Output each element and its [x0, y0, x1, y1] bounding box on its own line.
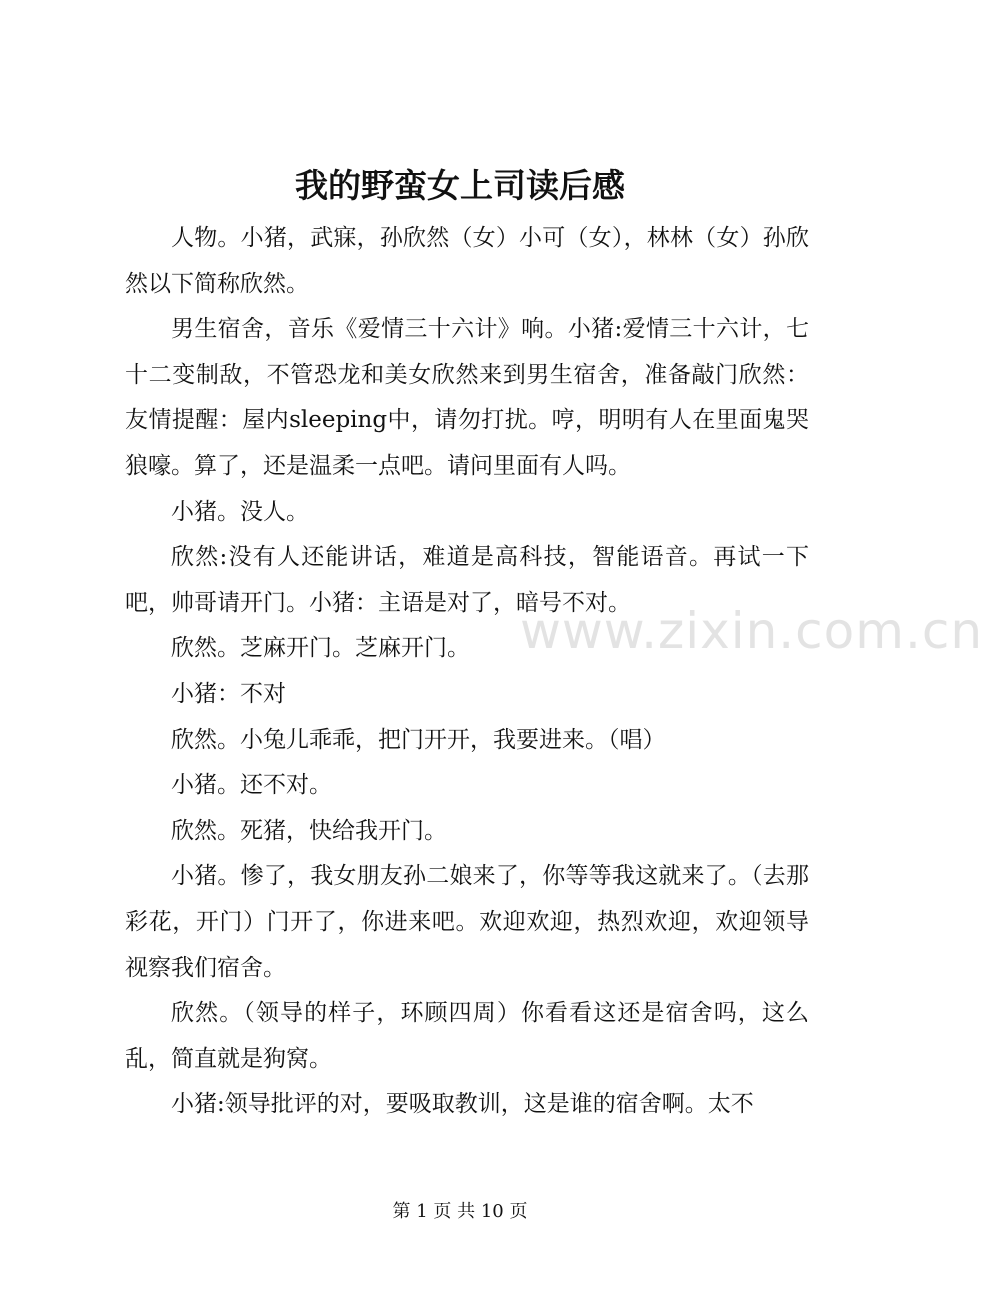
paragraph: 小猪：不对 — [171, 680, 286, 707]
document-title: 我的野蛮女上司读后感 — [295, 166, 625, 205]
document-body — [125, 216, 809, 1128]
page-footer: 第 1 页 共 10 页 — [392, 1201, 528, 1222]
paragraph: 欣然。（领导的样子，环顾四周）你看看这还是宿舍吗，这么乱，简直就是狗窝。 — [125, 1000, 809, 1072]
paragraph: 欣然:没有人还能讲话，难道是高科技，智能语音。再试一下吧，帅哥请开门。小猪：主语是对了，暗号不对。 — [125, 544, 809, 616]
paragraph: 小猪。惨了，我女朋友孙二娘来了，你等等我这就来了。（去那彩花，开门）门开了，你进来吧。欢迎欢迎，热烈欢迎，欢迎领导视察我们宿舍。 — [125, 863, 809, 981]
paragraph: 欣然。小兔儿乖乖，把门开开，我要进来。（唱） — [171, 726, 666, 753]
paragraph: 欣然。死猪，快给我开门。 — [171, 817, 447, 844]
watermark: www.zixin.com.cn — [520, 602, 983, 660]
paragraph: 小猪:领导批评的对，要吸取教训，这是谁的宿舍啊。太不 — [171, 1091, 754, 1118]
paragraph: 小猪。没人。 — [171, 498, 309, 525]
paragraph: 小猪。还不对。 — [171, 772, 332, 799]
paragraph: 男生宿舍，音乐《爱情三十六计》响。小猪:爱情三十六计，七十二变制敌，不管恐龙和美女欣然来到男生宿舍，准备敲门欣然：友情提醒：屋内sleeping中，请勿打扰。哼，明明有人在里面鬼哭狼嚎。算了，还是温柔一点吧。请问里面有人吗。 — [125, 316, 809, 479]
paragraph: 人物。小猪，武寐，孙欣然（女）小可（女），林林（女）孙欣然以下简称欣然。 — [125, 225, 809, 297]
paragraph: 欣然。芝麻开门。芝麻开门。 — [171, 635, 470, 662]
